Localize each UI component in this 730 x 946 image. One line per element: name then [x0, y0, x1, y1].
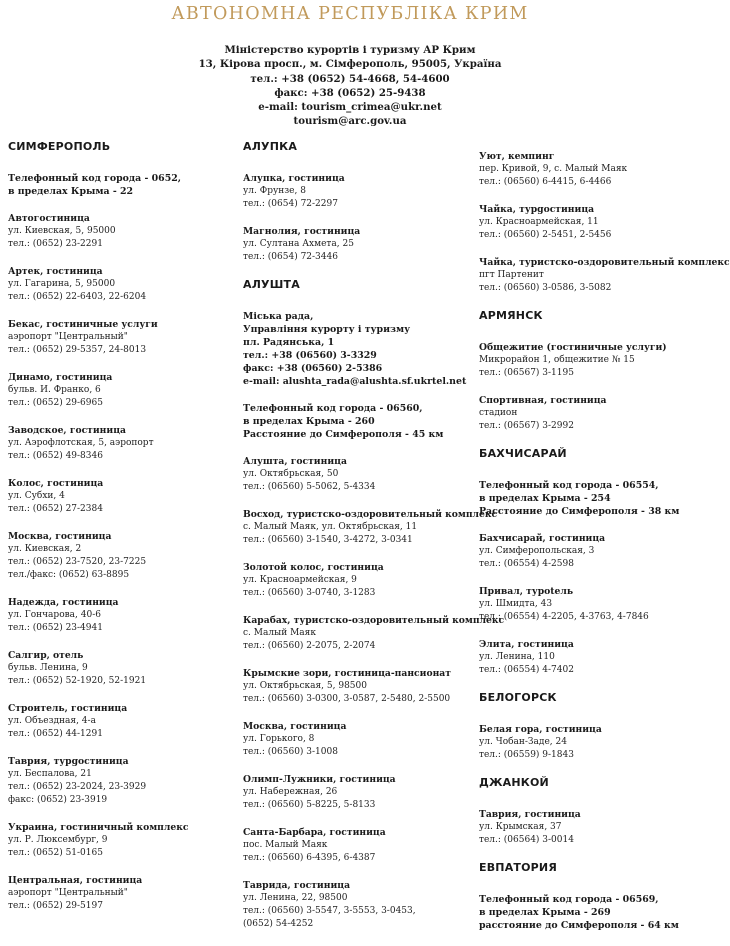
hotel-name: Привал, турotель [479, 586, 574, 597]
page-title: АВТОНОМНА РЕСПУБЛІКА КРИМ [171, 4, 529, 24]
hotel-entry [8, 212, 228, 251]
hotel-detail-line: тел.: (0652) 44-1291 [8, 729, 103, 739]
hotel-entry [8, 477, 228, 516]
hotel-detail-line: с. Малый Маяк, ул. Октябрьская, 11 [243, 522, 418, 532]
city-heading: СИМФЕРОПОЛЬ [8, 140, 111, 153]
hotel-entry [479, 638, 700, 677]
hotel-detail-line: ул. Аэрофлотская, 5, аэропорт [8, 438, 154, 448]
info-line: в пределах Крыма - 254 [479, 493, 611, 504]
info-line: Телефонный код города - 06560, [243, 403, 423, 414]
info-line: тел.: +38 (06560) 3-3329 [243, 350, 377, 361]
hotel-detail-line: бульв. Ленина, 9 [8, 663, 88, 673]
hotel-entry [243, 667, 471, 706]
hotel-detail-line: пер. Кривой, 9, с. Малый Маяк [479, 164, 628, 174]
hotel-detail-line: тел.: (06560) 2-5451, 2-5456 [479, 230, 612, 240]
hotel-detail-line: тел.: (0654) 72-3446 [243, 252, 338, 262]
hotel-entry [243, 508, 498, 547]
hotel-detail-line: тел.: (06560) 3-5547, 3-5553, 3-0453, [243, 906, 416, 916]
hotel-detail-line: тел.: (0652) 23-4941 [8, 623, 103, 633]
hotel-name: Карабах, туристско-оздоровительный комплекс [243, 615, 505, 626]
hotel-detail-line: ул. Крымская, 37 [479, 822, 562, 832]
hotel-detail-line: пос. Малый Маяк [243, 840, 328, 850]
hotel-name: Москва, гостиница [243, 721, 347, 732]
hotel-name: Спортивная, гостиница [479, 395, 607, 406]
hotel-detail-line: аэропорт "Центральный" [8, 332, 128, 342]
hotel-entry [243, 561, 471, 600]
hotel-detail-line: ул. Беспалова, 21 [8, 769, 92, 779]
directory-column-3 [479, 150, 730, 946]
hotel-detail-line: ул. Октябрьская, 5, 98500 [243, 681, 367, 691]
city-info-block [479, 479, 700, 518]
hotel-detail-line: тел.: (0652) 23-2024, 23-3929 [8, 782, 147, 792]
hotel-name: Надежда, гостиница [8, 597, 119, 608]
hotel-name: Алушта, гостиница [243, 456, 347, 467]
hotel-detail-line: тел.: (06554) 4-7402 [479, 665, 574, 675]
hotel-entry [243, 720, 471, 759]
hotel-detail-line: ул. Ленина, 110 [479, 652, 555, 662]
hotel-name: Таврия, турgостиница [8, 756, 129, 767]
city-info-block [479, 893, 700, 932]
hotel-detail-line: тел.: (06560) 2-2075, 2-2074 [243, 641, 376, 651]
hotel-detail-line: тел.: (06560) 3-1540, 3-4272, 3-0341 [243, 535, 413, 545]
hotel-name: Чайка, туристско-оздоровительный комплекс [479, 257, 730, 268]
hotel-detail-line: стадион [479, 408, 518, 418]
city-heading: БЕЛОГОРСК [479, 691, 557, 704]
hotel-detail-line: ул. Ленина, 22, 98500 [243, 893, 348, 903]
hotel-detail-line: тел.: (0652) 23-2291 [8, 239, 103, 249]
city-heading: АРМЯНСК [479, 309, 543, 322]
hotel-name: Заводское, гостиница [8, 425, 126, 436]
hotel-detail-line: ул. Красноармейская, 9 [243, 575, 357, 585]
hotel-detail-line: ул. Симферопольская, 3 [479, 546, 595, 556]
hotel-detail-line: ул. Гагарина, 5, 95000 [8, 279, 116, 289]
hotel-name: Бахчисарай, гостиница [479, 533, 606, 544]
hotel-detail-line: ул. Объездная, 4-а [8, 716, 96, 726]
hotel-detail-line: ул. Султана Ахмета, 25 [243, 239, 354, 249]
hotel-name: Магнолия, гостиница [243, 226, 361, 237]
hotel-detail-line: с. Малый Маяк [243, 628, 316, 638]
hotel-detail-line: тел.: (0652) 49-8346 [8, 451, 103, 461]
hotel-detail-line: тел.: (0652) 27-2384 [8, 504, 103, 514]
hotel-detail-line: ул. Шмидта, 43 [479, 599, 553, 609]
hotel-detail-line: ул. Набережная, 26 [243, 787, 338, 797]
hotel-name: Белая гора, гостиница [479, 724, 602, 735]
ministry-email-secondary: tourism@arc.gov.ua [293, 115, 407, 128]
hotel-detail-line: тел.: (0652) 22-6403, 22-6204 [8, 292, 147, 302]
ministry-phone: тел.: +38 (0652) 54-4668, 54-4600 [250, 72, 450, 85]
hotel-detail-line: тел.: (06560) 6-4415, 6-4466 [479, 177, 612, 187]
hotel-name: Элита, гостиница [479, 639, 574, 650]
hotel-detail-line: тел.: (06560) 3-0300, 3-0587, 2-5480, 2-5500 [243, 694, 451, 704]
hotel-entry [479, 532, 700, 571]
hotel-detail-line: тел.: (06560) 5-5062, 5-4334 [243, 482, 376, 492]
city-heading: ЕВПАТОРИЯ [479, 861, 558, 874]
hotel-detail-line: ул. Субхи, 4 [8, 491, 65, 501]
hotel-entry [8, 371, 228, 410]
ministry-email: e-mail: tourism_crimea@ukr.net [258, 101, 442, 114]
hotel-entry [479, 394, 700, 433]
hotel-detail-line: тел.: (06554) 4-2598 [479, 559, 574, 569]
hotel-name: Таврида, гостиница [243, 880, 351, 891]
hotel-name: Автогостиница [8, 213, 90, 224]
hotel-entry [243, 172, 471, 211]
info-line: в пределах Крыма - 260 [243, 416, 375, 427]
hotel-entry [479, 256, 730, 295]
info-line: пл. Радянська, 1 [243, 337, 335, 348]
info-line: Телефонный код города - 06554, [479, 480, 659, 491]
hotel-detail-line: тел.: (06554) 4-2205, 4-3763, 4-7846 [479, 612, 649, 622]
hotel-detail-line: тел.: (06560) 5-8225, 5-8133 [243, 800, 376, 810]
hotel-name: Восход, туристско-оздоровительный комплекс [243, 509, 498, 520]
hotel-name: Крымские зори, гостиница-пансионат [243, 668, 451, 679]
hotel-entry [8, 318, 228, 357]
hotel-name: Олимп-Лужники, гостиница [243, 774, 396, 785]
hotel-entry [8, 424, 228, 463]
directory-column-1 [8, 140, 228, 927]
hotel-detail-line: ул. Чобан-Заде, 24 [479, 737, 567, 747]
info-line: расстояние до Симферополя - 64 км [479, 920, 679, 931]
hotel-detail-line: ул. Фрунзе, 8 [243, 186, 306, 196]
hotel-entry [8, 821, 228, 860]
hotel-name: Салгир, отель [8, 650, 84, 661]
info-line: Управління курорту і туризму [243, 324, 411, 335]
hotel-name: Колос, гостиница [8, 478, 104, 489]
info-line: Міська рада, [243, 311, 314, 322]
info-line: факс: +38 (06560) 2-5386 [243, 363, 383, 374]
hotel-entry [243, 225, 471, 264]
hotel-detail-line: тел.: (06560) 6-4395, 6-4387 [243, 853, 376, 863]
hotel-entry [479, 723, 700, 762]
info-line: Расстояние до Симферополя - 38 км [479, 506, 680, 517]
hotel-entry [8, 649, 228, 688]
city-info-block [243, 402, 471, 441]
hotel-name: Золотой колос, гостиница [243, 562, 384, 573]
info-line: e-mail: alushta_rada@alushta.sf.ukrtel.net [243, 376, 467, 387]
hotel-detail-line: бульв. И. Франко, 6 [8, 385, 101, 395]
hotel-name: Строитель, гостиница [8, 703, 128, 714]
hotel-detail-line: ул. Гончарова, 40-6 [8, 610, 101, 620]
city-info-block [8, 172, 228, 198]
info-line: Телефонный код города - 0652, [8, 173, 182, 184]
city-heading: АЛУШТА [243, 278, 300, 291]
hotel-detail-line: пгт Партенит [479, 270, 544, 280]
hotel-detail-line: ул. Горького, 8 [243, 734, 315, 744]
hotel-detail-line: тел.: (06560) 3-0740, 3-1283 [243, 588, 376, 598]
hotel-detail-line: (0652) 54-4252 [243, 919, 314, 929]
hotel-detail-line: аэропорт "Центральный" [8, 888, 128, 898]
hotel-entry [243, 455, 471, 494]
hotel-name: Уют, кемпинг [479, 151, 555, 162]
city-heading: ДЖАНКОЙ [479, 776, 549, 789]
hotel-detail-line: ул. Р. Люксембург, 9 [8, 835, 108, 845]
hotel-entry [243, 826, 471, 865]
hotel-detail-line: тел.: (06567) 3-1195 [479, 368, 574, 378]
hotel-detail-line: ул. Красноармейская, 11 [479, 217, 599, 227]
hotel-detail-line: тел.: (0652) 23-7520, 23-7225 [8, 557, 147, 567]
hotel-name: Центральная, гостиница [8, 875, 143, 886]
hotel-name: Бекас, гостиничные услуги [8, 319, 158, 330]
hotel-detail-line: тел.: (06564) 3-0014 [479, 835, 574, 845]
hotel-name: Артек, гостиница [8, 266, 103, 277]
hotel-detail-line: тел.: (0654) 72-2297 [243, 199, 338, 209]
hotel-detail-line: ул. Киевская, 5, 95000 [8, 226, 116, 236]
hotel-name: Таврия, гостиница [479, 809, 581, 820]
hotel-name: Алупка, гостиница [243, 173, 345, 184]
hotel-detail-line: факс: (0652) 23-3919 [8, 795, 108, 805]
ministry-name: Міністерство курортів і туризму АР Крим [224, 44, 476, 56]
hotel-entry [479, 808, 700, 847]
hotel-entry [243, 879, 471, 931]
hotel-detail-line: тел.: (0652) 29-5197 [8, 901, 103, 911]
info-line: Расстояние до Симферополя - 45 км [243, 429, 444, 440]
hotel-name: Украина, гостиничный комплекс [8, 822, 189, 833]
hotel-detail-line: тел.: (06567) 3-2992 [479, 421, 574, 431]
info-line: в пределах Крыма - 269 [479, 907, 611, 918]
hotel-entry [8, 265, 228, 304]
hotel-name: Общежитие (гостиничные услуги) [479, 342, 667, 353]
hotel-detail-line: тел.: (06559) 9-1843 [479, 750, 574, 760]
hotel-entry [479, 585, 700, 624]
hotel-detail-line: тел.: (06560) 3-0586, 3-5082 [479, 283, 612, 293]
hotel-entry [479, 150, 700, 189]
hotel-name: Динамо, гостиница [8, 372, 113, 383]
hotel-entry [8, 596, 228, 635]
hotel-detail-line: тел.: (0652) 29-6965 [8, 398, 103, 408]
ministry-fax: факс: +38 (0652) 25-9438 [274, 86, 426, 99]
hotel-entry [8, 530, 228, 582]
city-info-block [243, 310, 471, 388]
ministry-address: 13, Кірова просп., м. Сімферополь, 95005, Україна [198, 58, 502, 71]
hotel-detail-line: тел.: (0652) 29-5357, 24-8013 [8, 345, 147, 355]
hotel-entry [479, 203, 700, 242]
info-line: Телефонный код города - 06569, [479, 894, 659, 905]
info-line: в пределах Крыма - 22 [8, 186, 134, 197]
hotel-detail-line: тел./факс: (0652) 63-8895 [8, 570, 130, 580]
hotel-name: Москва, гостиница [8, 531, 112, 542]
ministry-contact-block [0, 43, 700, 129]
hotel-detail-line: тел.: (0652) 52-1920, 52-1921 [8, 676, 147, 686]
hotel-detail-line: ул. Киевская, 2 [8, 544, 82, 554]
hotel-name: Санта-Барбара, гостиница [243, 827, 386, 838]
hotel-entry [243, 614, 505, 653]
hotel-name: Чайка, турgостиница [479, 204, 595, 215]
city-heading: БАХЧИСАРАЙ [479, 447, 567, 460]
hotel-entry [243, 773, 471, 812]
hotel-entry [8, 702, 228, 741]
hotel-detail-line: Микрорайон 1, общежитие № 15 [479, 355, 635, 365]
hotel-detail-line: ул. Октябрьская, 50 [243, 469, 339, 479]
hotel-entry [479, 341, 700, 380]
city-heading: АЛУПКА [243, 140, 298, 153]
hotel-detail-line: тел.: (0652) 51-0165 [8, 848, 103, 858]
hotel-entry [8, 874, 228, 913]
hotel-entry [8, 755, 228, 807]
hotel-detail-line: тел.: (06560) 3-1008 [243, 747, 338, 757]
